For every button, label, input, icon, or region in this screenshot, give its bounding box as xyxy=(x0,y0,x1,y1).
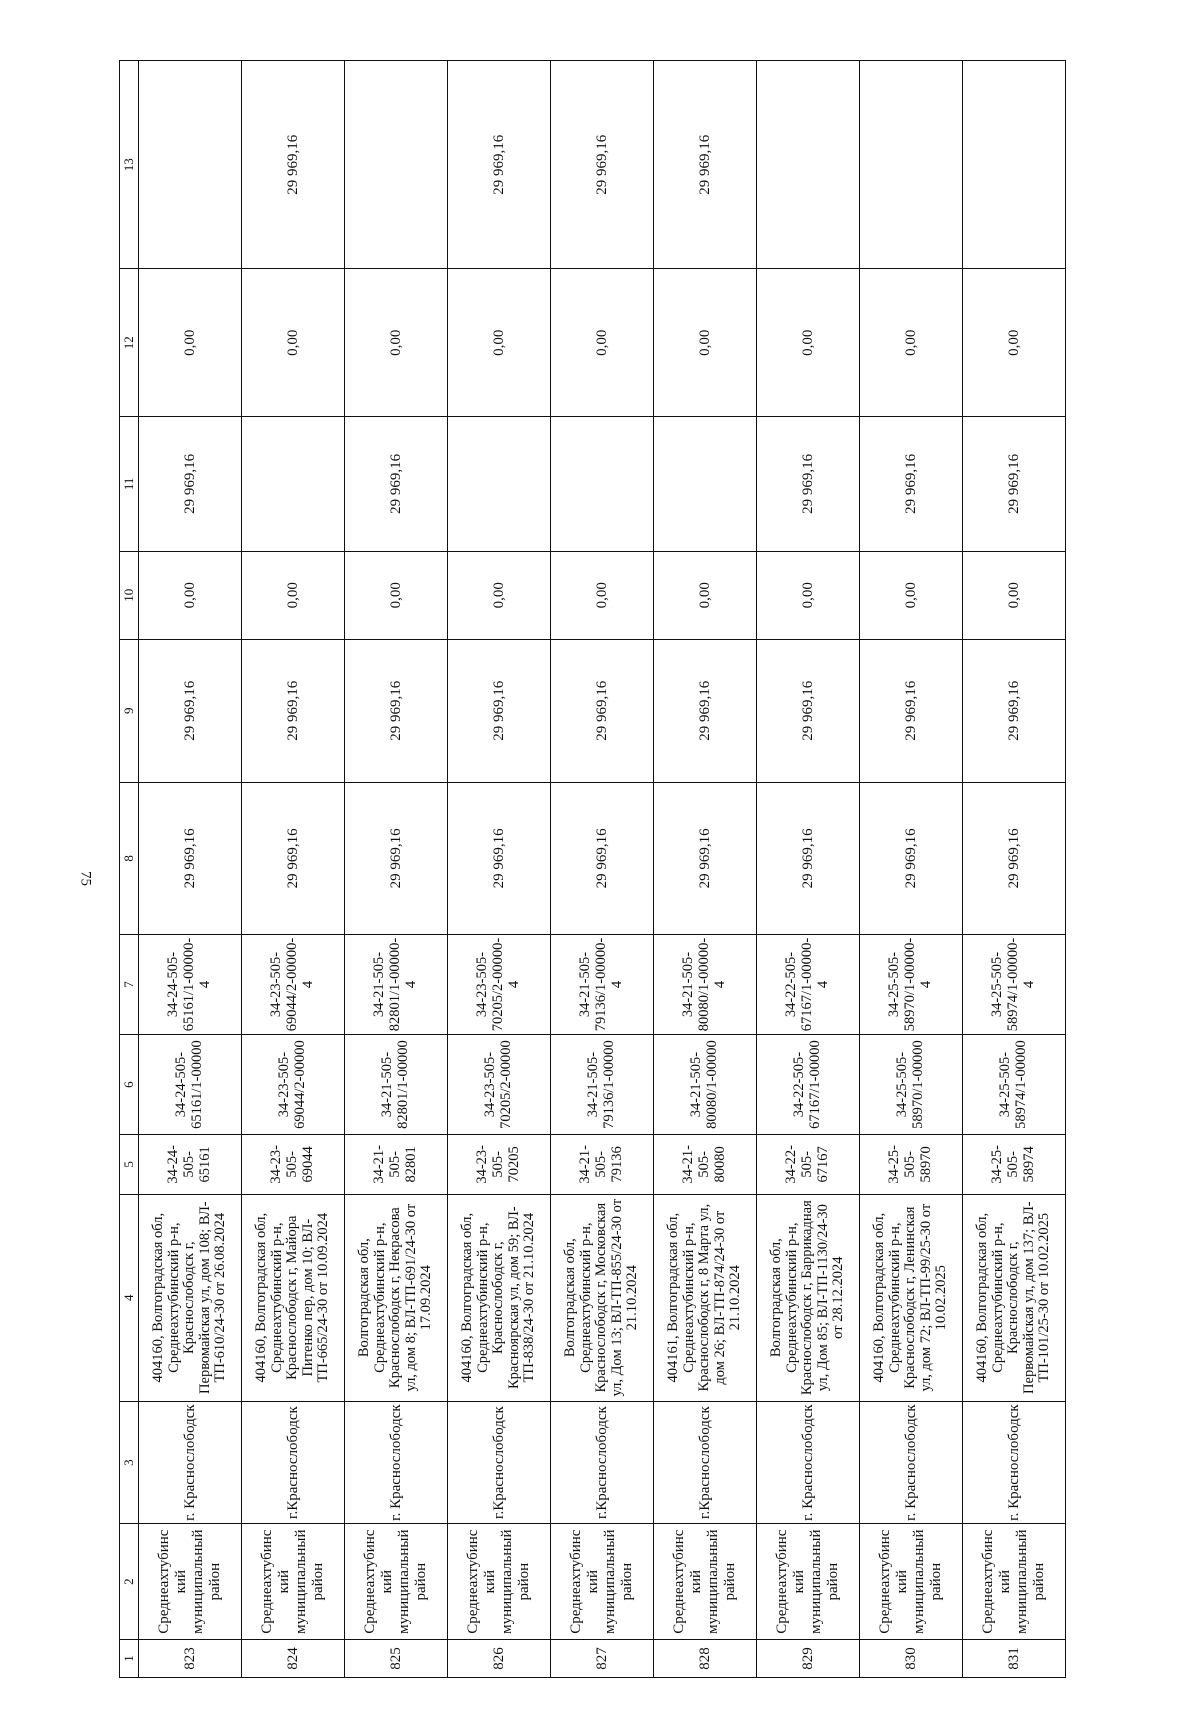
amount-col13-cell xyxy=(860,61,963,269)
amount-col9-cell: 29 969,16 xyxy=(963,639,1066,782)
amount-col8-cell: 29 969,16 xyxy=(345,782,448,934)
amount-col10-cell: 0,00 xyxy=(551,551,654,639)
table-row xyxy=(139,61,242,1678)
page-number: 75 xyxy=(77,871,94,886)
column-number-4: 4 xyxy=(120,1194,139,1401)
amount-col10-cell: 0,00 xyxy=(242,551,345,639)
city-cell: г. Краснослободск xyxy=(963,1401,1066,1524)
table-row xyxy=(242,61,345,1678)
city-cell: г. Краснослободск xyxy=(860,1401,963,1524)
district-cell: Среднеахтубинский муниципальный район xyxy=(757,1524,860,1640)
amount-col12-cell: 0,00 xyxy=(448,269,551,417)
column-number-2: 2 xyxy=(120,1524,139,1640)
amount-col13-cell xyxy=(345,61,448,269)
column-number-10: 10 xyxy=(120,551,139,639)
row-number: 830 xyxy=(860,1639,963,1677)
cadastral-code-cell: 34-25-505-58974 xyxy=(963,1135,1066,1195)
object-code-cell: 34-22-505-67167/1-00000 xyxy=(757,1035,860,1135)
amount-col8-cell: 29 969,16 xyxy=(963,782,1066,934)
amount-col9-cell: 29 969,16 xyxy=(345,639,448,782)
table-row xyxy=(860,61,963,1678)
amount-col11-cell: 29 969,16 xyxy=(139,417,242,552)
district-cell: Среднеахтубинский муниципальный район xyxy=(242,1524,345,1640)
table-row xyxy=(345,61,448,1678)
city-cell: г.Краснослободск xyxy=(448,1401,551,1524)
city-cell: г. Краснослободск xyxy=(345,1401,448,1524)
amount-col11-cell: 29 969,16 xyxy=(757,417,860,552)
cadastral-code-cell: 34-21-505-82801 xyxy=(345,1135,448,1195)
district-cell: Среднеахтубинский муниципальный район xyxy=(860,1524,963,1640)
amount-col12-cell: 0,00 xyxy=(242,269,345,417)
amount-col11-cell xyxy=(654,417,757,552)
account-code-cell: 34-25-505-58974/1-00000-4 xyxy=(963,935,1066,1035)
amount-col8-cell: 29 969,16 xyxy=(448,782,551,934)
row-number: 829 xyxy=(757,1639,860,1677)
amount-col10-cell: 0,00 xyxy=(963,551,1066,639)
row-number: 828 xyxy=(654,1639,757,1677)
row-number: 825 xyxy=(345,1639,448,1677)
amount-col12-cell: 0,00 xyxy=(757,269,860,417)
amount-col9-cell: 29 969,16 xyxy=(654,639,757,782)
column-number-3: 3 xyxy=(120,1401,139,1524)
row-number: 824 xyxy=(242,1639,345,1677)
column-number-1: 1 xyxy=(120,1639,139,1677)
amount-col12-cell: 0,00 xyxy=(963,269,1066,417)
account-code-cell: 34-21-505-79136/1-00000-4 xyxy=(551,935,654,1035)
row-number: 826 xyxy=(448,1639,551,1677)
district-cell: Среднеахтубинский муниципальный район xyxy=(345,1524,448,1640)
column-number-7: 7 xyxy=(120,935,139,1035)
column-number-5: 5 xyxy=(120,1135,139,1195)
amount-col11-cell: 29 969,16 xyxy=(860,417,963,552)
amount-col9-cell: 29 969,16 xyxy=(551,639,654,782)
address-cell: 404160, Волгоградская обл, Среднеахтубинский р-н, Краснослободск г, Красноярская ул, дом 59; ВЛ-ТП-838/24-30 от 21.10.2024 xyxy=(448,1194,551,1401)
address-cell: Волгоградская обл, Среднеахтубинский р-н, Краснослободск г, Некрасова ул, дом 8; ВЛ-ТП-691/24-30 от 17.09.2024 xyxy=(345,1194,448,1401)
amount-col12-cell: 0,00 xyxy=(139,269,242,417)
amount-col13-cell: 29 969,16 xyxy=(242,61,345,269)
table-body xyxy=(120,61,1066,1678)
object-code-cell: 34-25-505-58974/1-00000 xyxy=(963,1035,1066,1135)
amount-col8-cell: 29 969,16 xyxy=(757,782,860,934)
column-number-8: 8 xyxy=(120,782,139,934)
amount-col11-cell: 29 969,16 xyxy=(963,417,1066,552)
object-code-cell: 34-21-505-82801/1-00000 xyxy=(345,1035,448,1135)
district-cell: Среднеахтубинский муниципальный район xyxy=(963,1524,1066,1640)
amount-col11-cell xyxy=(448,417,551,552)
amount-col10-cell: 0,00 xyxy=(860,551,963,639)
account-code-cell: 34-21-505-80080/1-00000-4 xyxy=(654,935,757,1035)
amount-col10-cell: 0,00 xyxy=(448,551,551,639)
data-table xyxy=(119,60,1066,1678)
amount-col9-cell: 29 969,16 xyxy=(139,639,242,782)
amount-col11-cell: 29 969,16 xyxy=(345,417,448,552)
district-cell: Среднеахтубинский муниципальный район xyxy=(448,1524,551,1640)
amount-col10-cell: 0,00 xyxy=(654,551,757,639)
cadastral-code-cell: 34-23-505-70205 xyxy=(448,1135,551,1195)
account-code-cell: 34-25-505-58970/1-00000-4 xyxy=(860,935,963,1035)
amount-col9-cell: 29 969,16 xyxy=(860,639,963,782)
cadastral-code-cell: 34-21-505-80080 xyxy=(654,1135,757,1195)
object-code-cell: 34-23-505-69044/2-00000 xyxy=(242,1035,345,1135)
amount-col12-cell: 0,00 xyxy=(345,269,448,417)
row-number: 823 xyxy=(139,1639,242,1677)
column-number-9: 9 xyxy=(120,639,139,782)
city-cell: г. Краснослободск xyxy=(139,1401,242,1524)
object-code-cell: 34-21-505-79136/1-00000 xyxy=(551,1035,654,1135)
district-cell: Среднеахтубинский муниципальный район xyxy=(654,1524,757,1640)
address-cell: Волгоградская обл, Среднеахтубинский р-н, Краснослободск г, Баррикадная ул, Дом 85; ВЛ-ТП-1130/24-30 от 28.12.2024 xyxy=(757,1194,860,1401)
cadastral-code-cell: 34-21-505-79136 xyxy=(551,1135,654,1195)
amount-col9-cell: 29 969,16 xyxy=(242,639,345,782)
column-number-11: 11 xyxy=(120,417,139,552)
amount-col13-cell xyxy=(963,61,1066,269)
amount-col8-cell: 29 969,16 xyxy=(242,782,345,934)
address-cell: Волгоградская обл, Среднеахтубинский р-н, Краснослободск г, Московская ул, Дом 13; ВЛ-ТП-855/24-30 от 21.10.2024 xyxy=(551,1194,654,1401)
table-row xyxy=(654,61,757,1678)
address-cell: 404160, Волгоградская обл, Среднеахтубинский р-н, Краснослободск г, Первомайская ул, дом 137; ВЛ-ТП-101/25-30 от 10.02.2025 xyxy=(963,1194,1066,1401)
table-row xyxy=(757,61,860,1678)
account-code-cell: 34-24-505-65161/1-00000-4 xyxy=(139,935,242,1035)
amount-col13-cell: 29 969,16 xyxy=(448,61,551,269)
account-code-cell: 34-23-505-70205/2-00000-4 xyxy=(448,935,551,1035)
amount-col8-cell: 29 969,16 xyxy=(139,782,242,934)
amount-col12-cell: 0,00 xyxy=(551,269,654,417)
table-row xyxy=(551,61,654,1678)
row-number: 831 xyxy=(963,1639,1066,1677)
cadastral-code-cell: 34-22-505-67167 xyxy=(757,1135,860,1195)
column-number-row xyxy=(120,61,139,1678)
account-code-cell: 34-21-505-82801/1-00000-4 xyxy=(345,935,448,1035)
amount-col11-cell xyxy=(551,417,654,552)
amount-col8-cell: 29 969,16 xyxy=(860,782,963,934)
account-code-cell: 34-22-505-67167/1-00000-4 xyxy=(757,935,860,1035)
row-number: 827 xyxy=(551,1639,654,1677)
account-code-cell: 34-23-505-69044/2-00000-4 xyxy=(242,935,345,1035)
city-cell: г.Краснослободск xyxy=(654,1401,757,1524)
amount-col13-cell xyxy=(139,61,242,269)
cadastral-code-cell: 34-24-505-65161 xyxy=(139,1135,242,1195)
column-number-13: 13 xyxy=(120,61,139,269)
amount-col10-cell: 0,00 xyxy=(345,551,448,639)
amount-col12-cell: 0,00 xyxy=(654,269,757,417)
amount-col12-cell: 0,00 xyxy=(860,269,963,417)
cadastral-code-cell: 34-23-505-69044 xyxy=(242,1135,345,1195)
address-cell: 404160, Волгоградская обл, Среднеахтубинский р-н, Краснослободск г, Майора Питенко пер, дом 10; ВЛ-ТП-665/24-30 от 10.09.2024 xyxy=(242,1194,345,1401)
amount-col10-cell: 0,00 xyxy=(139,551,242,639)
cadastral-code-cell: 34-25-505-58970 xyxy=(860,1135,963,1195)
column-number-12: 12 xyxy=(120,269,139,417)
amount-col10-cell: 0,00 xyxy=(757,551,860,639)
address-cell: 404160, Волгоградская обл, Среднеахтубинский р-н, Краснослободск г, Ленинская ул, дом 72; ВЛ-ТП-99/25-30 от 10.02.2025 xyxy=(860,1194,963,1401)
amount-col13-cell xyxy=(757,61,860,269)
amount-col13-cell: 29 969,16 xyxy=(654,61,757,269)
table-row xyxy=(963,61,1066,1678)
city-cell: г.Краснослободск xyxy=(242,1401,345,1524)
amount-col11-cell xyxy=(242,417,345,552)
address-cell: 404161, Волгоградская обл, Среднеахтубинский р-н, Краснослободск г, 8 Марта ул, дом 26; ВЛ-ТП-874/24-30 от 21.10.2024 xyxy=(654,1194,757,1401)
district-cell: Среднеахтубинский муниципальный район xyxy=(139,1524,242,1640)
address-cell: 404160, Волгоградская обл, Среднеахтубинский р-н, Краснослободск г, Первомайская ул, дом 108; ВЛ-ТП-610/24-30 от 26.08.2024 xyxy=(139,1194,242,1401)
object-code-cell: 34-24-505-65161/1-00000 xyxy=(139,1035,242,1135)
amount-col8-cell: 29 969,16 xyxy=(654,782,757,934)
city-cell: г.Краснослободск xyxy=(551,1401,654,1524)
amount-col9-cell: 29 969,16 xyxy=(448,639,551,782)
amount-col13-cell: 29 969,16 xyxy=(551,61,654,269)
table-row xyxy=(448,61,551,1678)
object-code-cell: 34-23-505-70205/2-00000 xyxy=(448,1035,551,1135)
object-code-cell: 34-21-505-80080/1-00000 xyxy=(654,1035,757,1135)
district-cell: Среднеахтубинский муниципальный район xyxy=(551,1524,654,1640)
amount-col8-cell: 29 969,16 xyxy=(551,782,654,934)
city-cell: г. Краснослободск xyxy=(757,1401,860,1524)
rotated-sheet xyxy=(119,60,1066,1678)
column-number-6: 6 xyxy=(120,1035,139,1135)
object-code-cell: 34-25-505-58970/1-00000 xyxy=(860,1035,963,1135)
amount-col9-cell: 29 969,16 xyxy=(757,639,860,782)
